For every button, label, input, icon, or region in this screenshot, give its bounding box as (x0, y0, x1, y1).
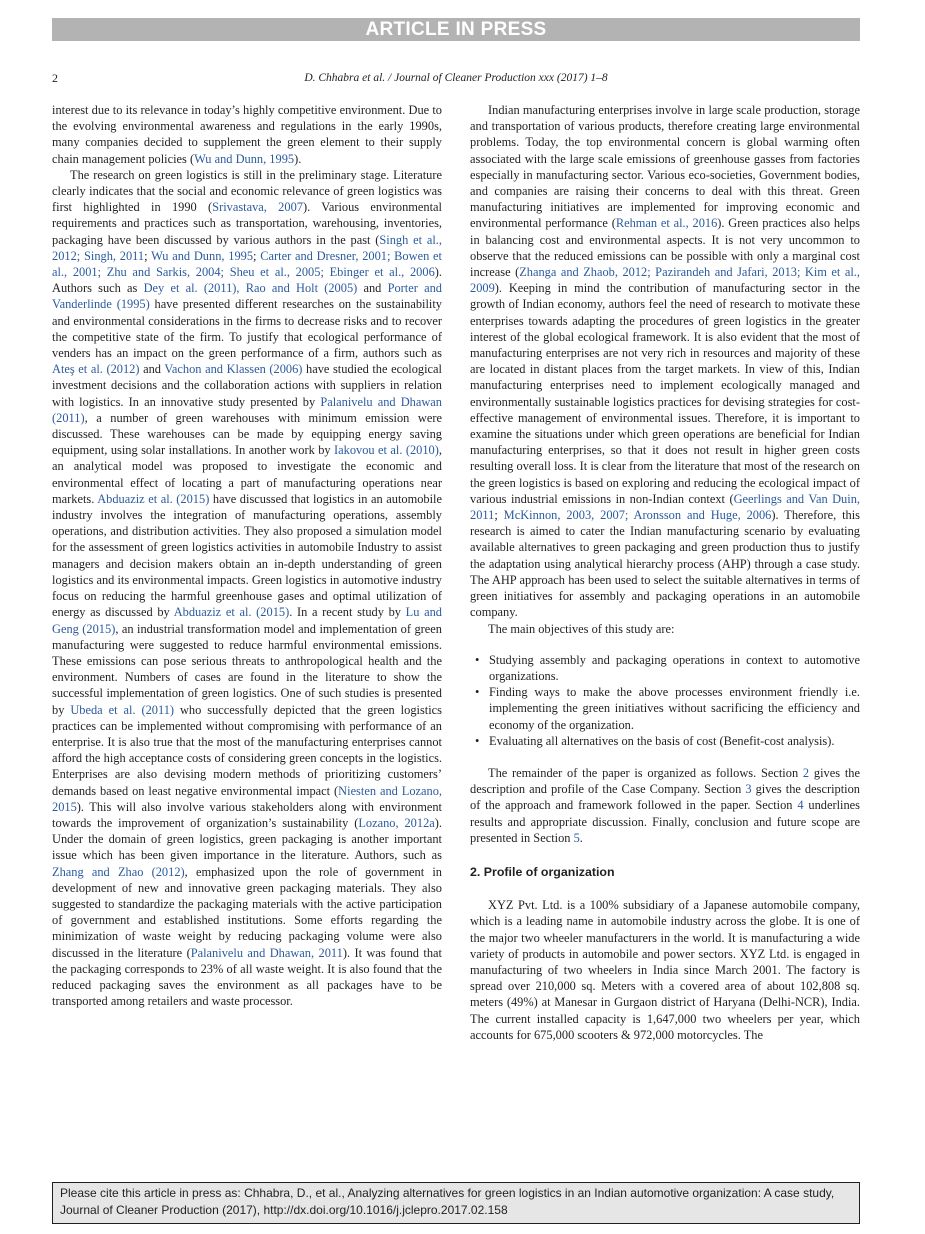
reference-link[interactable]: Vachon and Klassen (2006) (164, 362, 303, 377)
reference-link[interactable]: Rehman et al., 2016 (615, 216, 718, 231)
reference-link[interactable]: Lu and Geng (2015) (52, 605, 442, 636)
reference-link[interactable]: Zhanga and Zhaob, 2012; Pazirandeh and Jafari, 2013; Kim et al., 2009 (470, 265, 860, 296)
paragraph: The research on green logistics is still in the preliminary stage. Literature clearly indicates that the social and economic relevance of green logistics was first highlighted in 1990 (Srivastava, 2007). Various environmental requirements and practices such as transportation, warehousing, inventories, packaging have been discussed by various authors in the past (Singh et al., 2012; Singh, 2011; Wu and Dunn, 1995; Carter and Dresner, 2001; Bowen et al., 2001; Zhu and Sarkis, 2004; Sheu et al., 2005; Ebinger et al., 2006). Authors such as Dey et al. (2011), Rao and Holt (2005) and Porter and Vanderlinde (1995) have presented different researches on the sustainability and environmental considerations in the firms to decrease risks and to recover the competitive state of the firm. To justify that ecological performance of venders has an impact on the green performance of a firm, authors such as Ateş et al. (2012) and Vachon and Klassen (2006) have studied the ecological investment decisions and the collaboration actions with suppliers in relation with logistics. In an innovative study presented by Palanivelu and Dhawan (2011), a number of green warehouses with minimum emission were discussed. These warehouses can be made by equipping energy saving equipment, using solar installations. In another work by Iakovou et al. (2010), an analytical model was proposed to investigate the economic and environmental effect of locating a part of manufacturing operations near markets. Abduaziz et al. (2015) have discussed that logistics in an automobile industry involves the integration of manufacturing operations, assembly operations, and distribution activities. They also proposed a simulation model for the assessment of green logistics activities in automobile Industry to assist managers and decision makers obtain an in-depth understanding of green logistics and its environmental impacts. Green logistics in automotive industry focus on reducing the harmful greenhouse gases and optimal utilization of energy as discussed by Abduaziz et al. (2015). In a recent study by Lu and Geng (2015), an industrial transformation model and implementation of green manufacturing were suggested to reduce harmful environmental emissions. These emissions can pose serious threats to anthropological health and the environment. Numbers of cases are found in the literature to show the successful implementation of green logistics. One of such studies is presented by Ubeda et al. (2011) who successfully depicted that the green logistics practices can be implemented without compromising with performance of an enterprise. It is also true that the most of the manufacturing enterprises cannot afford the high acceptance costs of considering green concepts in the logistics. Enterprises are also devising modern methods of prioritizing customers’ demands based on least negative environmental impact (Niesten and Lozano, 2015). This will also involve various stakeholders along with environment towards the improvement of organization’s sustainability (Lozano, 2012a). Under the domain of green logistics, green packaging is another important issue which has been given importance in the literature. Authors, such as Zhang and Zhao (2012), emphasized upon the role of government in development of new and innovative green packaging materials. They also suggested to standardize the packaging materials with the active participation of government and established institutions. Some efforts regarding the minimization of waste weight by reducing packaging volume were also discussed in the literature (Palanivelu and Dhawan, 2011). It was found that the packaging corresponds to 23% of all waste weight. It is also found that the reduced packaging saves the environment as all packages have to be transported among retailers and waste processor. (52, 167, 443, 1009)
reference-link[interactable]: Carter and Dresner, 2001; Bowen et al., 2001; Zhu and Sarkis, 2004; Sheu et al., 2005; Ebinger et al., 2006 (52, 248, 442, 280)
left-column (52, 102, 442, 1009)
reference-link[interactable]: Porter and Vanderlinde (1995) (52, 281, 442, 312)
right-column (470, 102, 860, 1043)
paragraph: The remainder of the paper is organized as follows. Section 2 gives the description and profile of the Case Company. Section 3 gives the description of the approach and framework followed in the paper. Section 4 underlines results and appropriate discussion. Finally, conclusion and future scope are presented in Section 5. (470, 765, 860, 845)
reference-link[interactable]: Palanivelu and Dhawan (2011) (52, 394, 442, 425)
reference-link[interactable]: Abduaziz et al. (2015) (97, 491, 210, 506)
reference-link[interactable]: Abduaziz et al. (2015) (173, 605, 290, 620)
reference-link[interactable]: McKinnon, 2003, 2007; Aronsson and Huge, 2006 (503, 508, 772, 523)
reference-link[interactable]: 2 (802, 765, 810, 780)
reference-link[interactable]: Wu and Dunn, 1995 (194, 151, 295, 166)
paragraph: interest due to its relevance in today’s highly competitive environment. Due to the evolving environmental awareness and regulations in the early 1990s, many companies decided to supplement the green element to their supply chain management policies (Wu and Dunn, 1995). (52, 103, 442, 166)
reference-link[interactable]: Iakovou et al. (2010) (334, 443, 439, 458)
reference-link[interactable]: Lozano, 2012a (358, 815, 435, 830)
paragraph: XYZ Pvt. Ltd. is a 100% subsidiary of a Japanese automobile company, which is a leading name in automobile industry across the globe. It is one of the major two wheeler manufacturers in the world. It is manufacturing a wide variety of products in automobile and power sectors. XYZ Ltd. is engaged in manufacturing of two wheelers in India since March 2001. The factory is spread over 210,000 sq. Meters with a covered area of about 102,808 sq. meters (49%) at Manesar in Gurgaon district of Haryana (Delhi-NCR), India. The current installed capacity is 1,647,000 two wheelers per year, which accounts for 675,000 scooters & 972,000 motorcycles. The (470, 898, 860, 1042)
running-head: D. Chhabra et al. / Journal of Cleaner Production xxx (2017) 1–8 (304, 72, 608, 84)
objectives-list (470, 652, 860, 749)
reference-link[interactable]: Srivastava, 2007 (212, 200, 303, 215)
paragraph: The main objectives of this study are: (488, 621, 675, 636)
reference-link[interactable]: Singh et al., 2012; Singh, 2011 (52, 232, 442, 263)
reference-link[interactable]: Geerlings and Van Duin, 2011 (470, 491, 860, 523)
reference-link[interactable]: 4 (797, 798, 804, 813)
article-in-press-banner: ARTICLE IN PRESS (52, 18, 860, 41)
reference-link[interactable]: Wu and Dunn, 1995 (151, 248, 254, 263)
page-number: 2 (52, 71, 58, 85)
reference-link[interactable]: Ubeda et al. (2011) (70, 702, 175, 717)
list-item: • Studying assembly and packaging operations in context to automotive organizations. (470, 652, 860, 684)
reference-link[interactable]: Dey et al. (2011), Rao and Holt (2005) (143, 281, 358, 296)
reference-link[interactable]: Palanivelu and Dhawan, 2011 (190, 945, 343, 960)
citation-box: Please cite this article in press as: Chhabra, D., et al., Analyzing alternatives for green logistics in an Indian automotive organization: A case study, Journal of Cleaner Production (2017), http://dx.doi.org/10.1016/j.jclepro.2017.02.158 (52, 1182, 860, 1224)
list-item: • Evaluating all alternatives on the basis of cost (Benefit-cost analysis). (470, 733, 860, 749)
reference-link[interactable]: 5 (573, 830, 580, 845)
reference-link[interactable]: Niesten and Lozano, 2015 (52, 783, 443, 814)
list-item: • Finding ways to make the above processes environment friendly i.e. implementing the green initiatives without sacrificing the efficiency and economy of the organization. (470, 684, 860, 733)
reference-link[interactable]: Ateş et al. (2012) (52, 362, 140, 377)
reference-link[interactable]: Zhang and Zhao (2012) (52, 864, 185, 879)
paragraph: Indian manufacturing enterprises involve in large scale production, storage and transportation of various products, therefore creating large environmental problems. Today, the top environmental concern is global warming often associated with the large scale emissions of greenhouse gasses from factories especially in manufacturing sector. Various eco-societies, Government bodies, and companies are raising their concerns to deal with this threat. Green manufacturing initiatives are implemented for improving economic and environmental performance (Rehman et al., 2016). Green practices also helps in balancing cost and environmental aspects. It is not very uncommon to observe that the reduced emissions can be possible with only a marginal cost increase (Zhanga and Zhaob, 2012; Pazirandeh and Jafari, 2013; Kim et al., 2009). Keeping in mind the contribution of manufacturing sector in the growth of Indian economy, authors feel the need of research to motivate these enterprises towards adapting the procedures of green logistics in the greater interest of the global ecological framework. It is also evident that the most of manufacturing enterprises are not very rich in resources and majority of these are located in distant places from the target markets. In view of this, Indian manufacturing enterprises need to implement ecologically managed and environmentally sustainable logistics practices for devising strategies for cost-effective management of environmental issues. Therefore, it is important to examine the situations under which green operations are beneficial for Indian manufacturing enterprises, so that it does not result in higher green costs resulting overall loss. It is clear from the literature that most of the research on the green logistics is based on exploring and reducing the ecological impact of various industrial emissions in non-Indian context (Geerlings and Van Duin, 2011; McKinnon, 2003, 2007; Aronsson and Huge, 2006). Therefore, this research is aimed to cater the Indian manufacturing scenario by evaluating available alternatives to green packaging and green production thus to justify the adaptation using analytical hierarchy process (AHP) through a case study. The AHP approach has been used to select the suitable alternatives in terms of green initiatives for assembly and packaging operations in an automobile company. (470, 103, 860, 620)
reference-link[interactable]: 3 (745, 782, 752, 797)
section-heading: 2. Profile of organization (470, 864, 615, 879)
